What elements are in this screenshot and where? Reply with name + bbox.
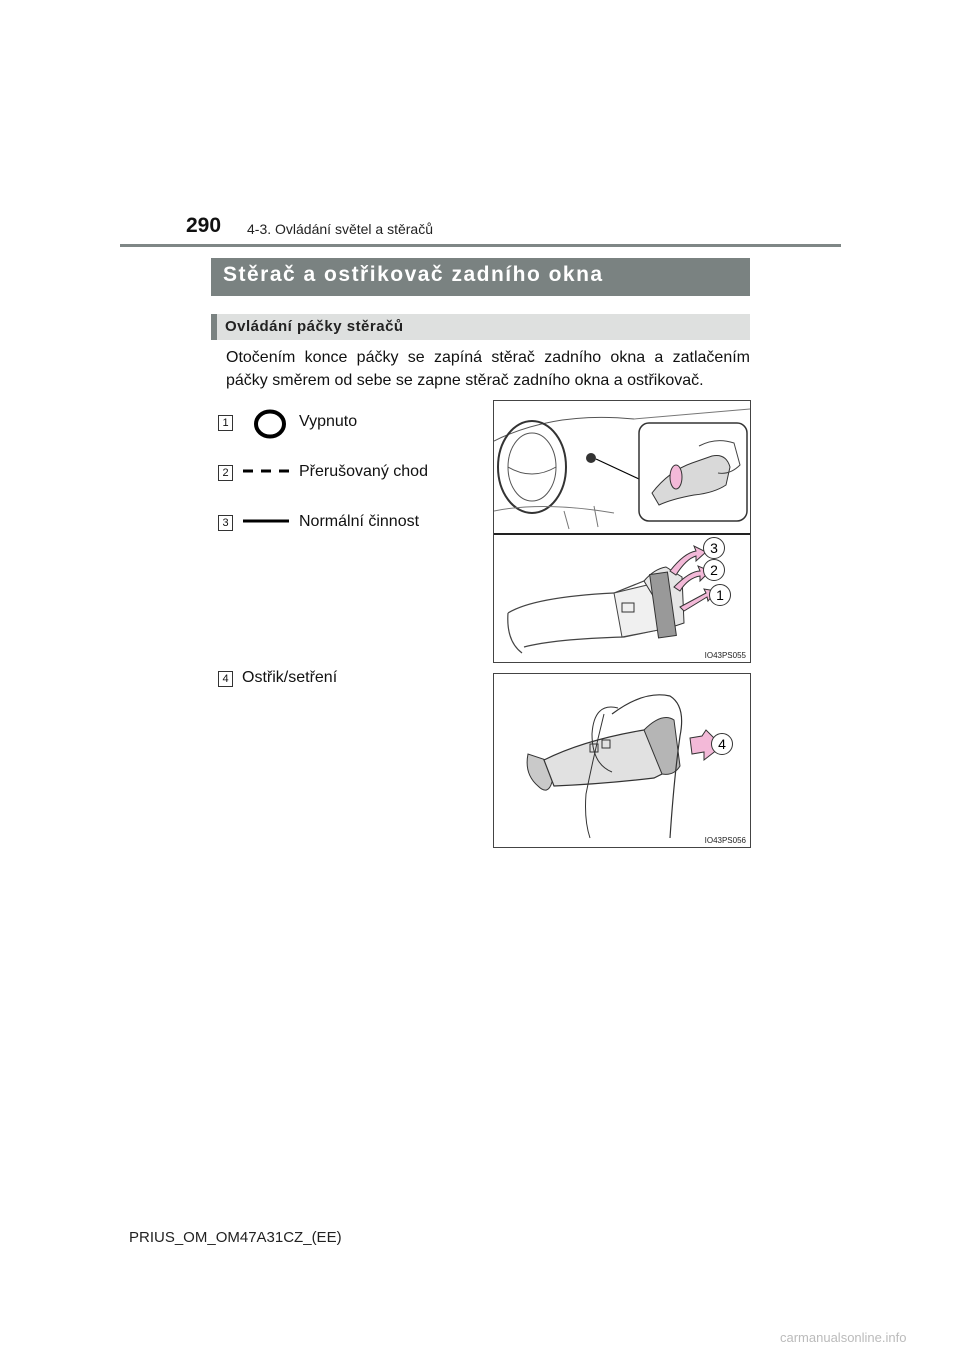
callout-3-label: 3 xyxy=(710,540,718,556)
item-label-4: Ostřik/setření xyxy=(242,669,338,686)
item-label-2: Přerušovaný chod xyxy=(299,463,428,480)
callout-2-label: 2 xyxy=(710,562,718,578)
figure-code-2: IO43PS056 xyxy=(704,836,746,845)
figure-wash-lever xyxy=(493,673,751,848)
callout-3 xyxy=(702,536,726,560)
main-heading: Stěrač a ostřikovač zadního okna xyxy=(211,258,750,296)
sub-heading: Ovládání páčky stěračů xyxy=(211,314,750,340)
circle-icon xyxy=(252,407,288,441)
figure-wiper-lever-positions xyxy=(493,400,751,663)
callout-1-label: 1 xyxy=(716,587,724,603)
page-number: 290 xyxy=(186,214,222,237)
footer-document-code: PRIUS_OM_OM47A31CZ_(EE) xyxy=(129,1229,342,1246)
wiper-lever-illustration xyxy=(494,401,750,662)
watermark: carmanualsonline.info xyxy=(780,1330,907,1345)
item-label-3: Normální činnost xyxy=(299,513,420,530)
item-label-1: Vypnuto xyxy=(299,413,358,430)
callout-1 xyxy=(708,583,732,607)
wash-lever-illustration xyxy=(494,674,750,847)
figure-code-1: IO43PS055 xyxy=(704,651,746,660)
callout-4-label: 4 xyxy=(718,736,726,752)
callout-2 xyxy=(702,558,726,582)
item-number-2: 2 xyxy=(218,465,233,481)
callout-4 xyxy=(710,732,734,756)
item-number-3: 3 xyxy=(218,515,233,531)
solid-line-icon xyxy=(243,516,289,526)
section-title: 4-3. Ovládání světel a stěračů xyxy=(247,221,433,237)
header-rule xyxy=(120,244,841,247)
intro-paragraph: Otočením konce páčky se zapíná stěrač zadního okna a zatlačením páčky směrem od sebe se zapne stěrač zadního okna a ostřikovač. xyxy=(226,349,750,389)
item-number-4: 4 xyxy=(218,671,233,687)
item-number-1: 1 xyxy=(218,415,233,431)
dashed-line-icon xyxy=(243,466,289,476)
